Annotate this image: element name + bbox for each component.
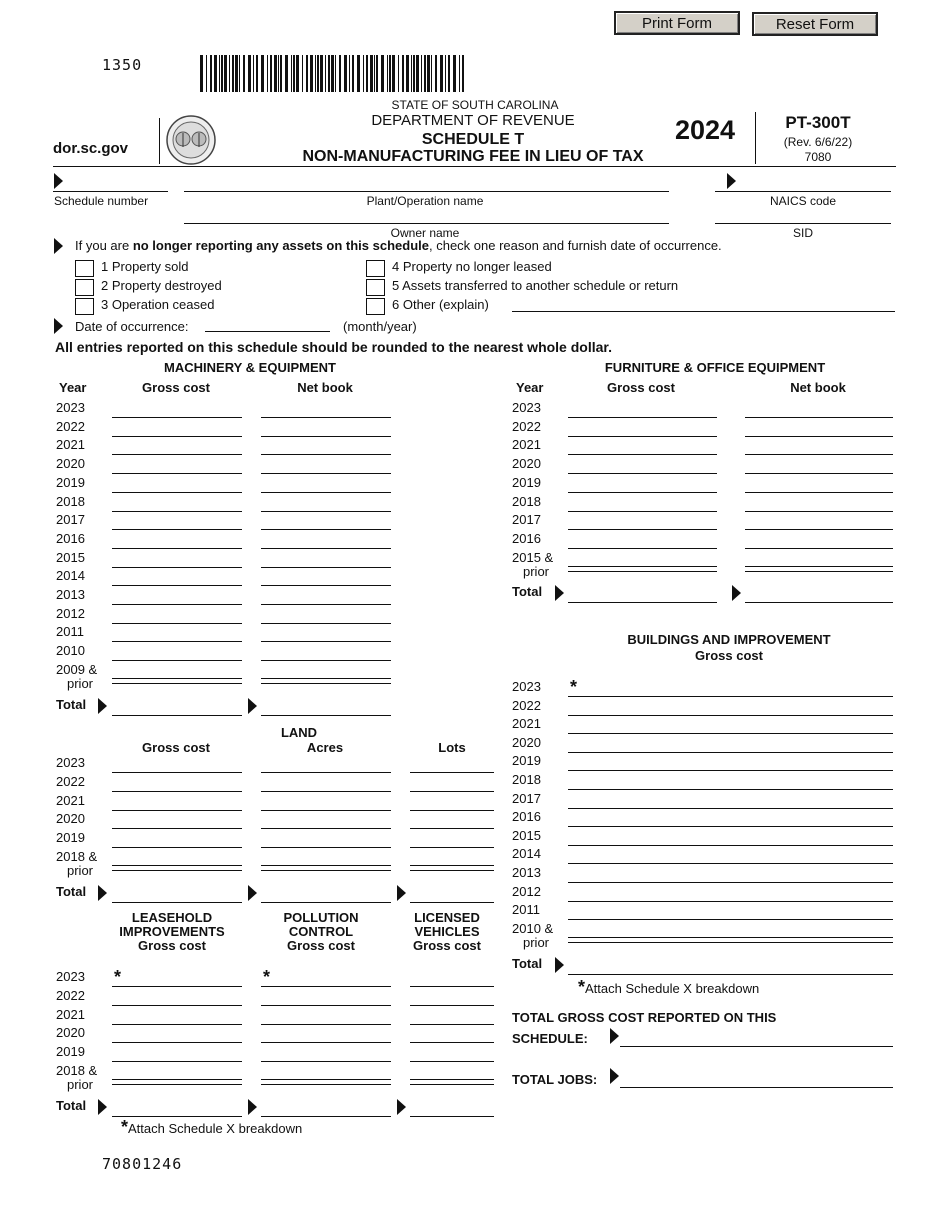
land-lots-input[interactable] — [410, 833, 494, 848]
total-gross-cost-label: TOTAL GROSS COST REPORTED ON THIS — [512, 1010, 777, 1025]
department-name: DEPARTMENT OF REVENUE — [371, 112, 575, 129]
year-label: 2018 — [512, 772, 541, 787]
year-label: 2022 — [56, 773, 85, 789]
furniture-gross-cost-input[interactable] — [568, 534, 717, 549]
total-label: Total — [512, 583, 543, 599]
total-jobs-label: TOTAL JOBS: — [512, 1072, 598, 1087]
year-label: 2019 — [512, 753, 541, 769]
year-label: 2015 — [512, 827, 541, 843]
other-pollution-input[interactable] — [261, 1047, 391, 1062]
year-label: 2022 — [512, 697, 541, 713]
prior-label: prior — [67, 863, 94, 878]
year-label: 2018 & — [56, 1063, 98, 1078]
double-rule — [261, 870, 391, 871]
plant-name-label: Plant/Operation name — [366, 194, 484, 208]
year-label: 2015 — [56, 549, 85, 565]
arrow-icon — [610, 1028, 619, 1044]
land-lots-input[interactable] — [410, 796, 494, 811]
machinery-gross-cost-input[interactable] — [112, 609, 242, 624]
buildings-gross-cost-input[interactable] — [568, 887, 893, 902]
gross-cost-header: Gross cost — [607, 380, 675, 395]
year-label: 2018 — [512, 493, 541, 509]
total-gross-cost-label-2: SCHEDULE: — [512, 1031, 588, 1046]
schedule-number-label: Schedule number — [54, 194, 149, 208]
land-acres-input[interactable] — [261, 814, 391, 829]
vehicles-header: LICENSED VEHICLES Gross cost — [413, 910, 481, 953]
other-explain-input[interactable] — [512, 297, 895, 312]
reason-option-label: 1 Property sold — [101, 259, 189, 274]
buildings-gross-cost-input[interactable] — [568, 794, 893, 809]
land-lots-prior-input[interactable] — [410, 851, 494, 866]
land-gross-cost-input[interactable] — [112, 758, 242, 773]
buildings-gross-cost-input[interactable] — [568, 756, 893, 771]
date-format-hint: (month/year) — [343, 319, 417, 334]
year-header: Year — [516, 380, 544, 395]
buildings-gross-cost-total-input[interactable] — [568, 960, 893, 975]
machinery-gross-cost-input[interactable] — [112, 590, 242, 605]
form-code: 7080 — [804, 150, 832, 164]
machinery-net-book-input[interactable] — [261, 627, 391, 642]
land-lots-total-input[interactable] — [410, 888, 494, 903]
double-rule — [112, 683, 242, 684]
furniture-gross-cost-input[interactable] — [568, 478, 717, 493]
arrow-icon — [248, 698, 257, 714]
year-label: 2013 — [56, 587, 85, 602]
land-gross-cost-input[interactable] — [112, 833, 242, 848]
form-code-top: 1350 — [102, 56, 143, 74]
year-label: 2021 — [56, 437, 85, 453]
other-leasehold-input[interactable] — [112, 1028, 242, 1043]
year-label: 2009 & — [56, 661, 98, 677]
reason-option-label: 3 Operation ceased — [101, 297, 215, 312]
header-rule — [53, 166, 896, 167]
reason-checkbox-3[interactable] — [75, 298, 94, 315]
land-acres-input[interactable] — [261, 758, 391, 773]
machinery-title: MACHINERY & EQUIPMENT — [164, 360, 336, 375]
furniture-gross-cost-input[interactable] — [568, 403, 717, 418]
double-rule — [261, 683, 391, 684]
other-vehicles-input[interactable] — [410, 972, 494, 987]
year-label: 2023 — [56, 400, 85, 415]
machinery-gross-cost-input[interactable] — [112, 627, 242, 642]
prior-label: prior — [523, 563, 550, 579]
year-label: 2020 — [56, 811, 85, 827]
other-pollution-input[interactable] — [261, 1010, 391, 1025]
double-rule — [112, 870, 242, 871]
reasons-intro: If you are no longer reporting any assets on this schedule, check one reason and furnish date of occurrence. — [75, 238, 722, 253]
machinery-net-book-input[interactable] — [261, 459, 391, 474]
reason-checkbox-4[interactable] — [366, 260, 385, 277]
sid-input[interactable] — [715, 209, 891, 224]
form-number: PT-300T — [785, 113, 851, 132]
furniture-gross-cost-total-input[interactable] — [568, 588, 717, 603]
furniture-net-book-input[interactable] — [745, 422, 893, 437]
year-label: 2023 — [56, 755, 85, 770]
acres-header: Acres — [306, 740, 344, 755]
year-label: 2016 — [56, 530, 85, 546]
land-acres-prior-input[interactable] — [261, 851, 391, 866]
date-of-occurrence-input[interactable] — [205, 317, 330, 332]
net-book-header: Net book — [790, 380, 846, 395]
buildings-gross-cost-input[interactable] — [568, 868, 893, 883]
arrow-icon — [98, 1099, 107, 1115]
reason-option-label: 6 Other (explain) — [392, 297, 489, 312]
double-rule — [112, 1084, 242, 1085]
attach-note: *Attach Schedule X breakdown — [121, 1117, 303, 1137]
buildings-gross-cost-input[interactable] — [568, 738, 893, 753]
form-title: NON-MANUFACTURING FEE IN LIEU OF TAX — [302, 148, 644, 165]
net-book-header: Net book — [297, 380, 353, 395]
year-label: 2012 — [512, 883, 541, 899]
furniture-net-book-input[interactable] — [745, 478, 893, 493]
furniture-title: FURNITURE & OFFICE EQUIPMENT — [604, 360, 826, 375]
total-gross-cost-input[interactable] — [620, 1032, 893, 1047]
other-pollution-total-input[interactable] — [261, 1102, 391, 1117]
buildings-title: BUILDINGS AND IMPROVEMENT — [627, 632, 831, 647]
attach-note: *Attach Schedule X breakdown — [578, 977, 760, 997]
double-rule — [410, 1084, 494, 1085]
furniture-gross-cost-prior-input[interactable] — [568, 552, 717, 567]
year-label: 2011 — [56, 624, 84, 640]
reason-checkbox-2[interactable] — [75, 279, 94, 296]
total-jobs-input[interactable] — [620, 1073, 893, 1088]
year-label: 2022 — [56, 418, 85, 434]
year-label: 2010 — [56, 643, 85, 659]
other-pollution-input[interactable] — [261, 972, 391, 987]
arrow-icon — [397, 1099, 406, 1115]
machinery-net-book-input[interactable] — [261, 590, 391, 605]
year-label: 2021 — [512, 437, 541, 453]
naics-code-label: NAICS code — [769, 194, 837, 208]
machinery-net-book-input[interactable] — [261, 478, 391, 493]
land-acres-total-input[interactable] — [261, 888, 391, 903]
other-vehicles-input[interactable] — [410, 1047, 494, 1062]
other-vehicles-total-input[interactable] — [410, 1102, 494, 1117]
other-vehicles-input[interactable] — [410, 1028, 494, 1043]
reset-form-button[interactable]: Reset Form — [752, 12, 878, 36]
buildings-gross-cost-input[interactable] — [568, 905, 893, 920]
rounding-note: All entries reported on this schedule should be rounded to the nearest whole dollar. — [55, 339, 612, 355]
land-lots-input[interactable] — [410, 814, 494, 829]
year-label: 2017 — [512, 790, 541, 806]
arrow-icon — [98, 698, 107, 714]
other-vehicles-input[interactable] — [410, 991, 494, 1006]
furniture-net-book-prior-input[interactable] — [745, 552, 893, 567]
state-name: STATE OF SOUTH CAROLINA — [391, 98, 559, 112]
arrow-icon — [54, 238, 63, 254]
reason-option-label: 5 Assets transferred to another schedule or return — [392, 278, 679, 293]
print-form-button[interactable]: Print Form — [614, 11, 740, 35]
reason-option-label: 4 Property no longer leased — [392, 259, 552, 274]
year-label: 2019 — [56, 830, 85, 846]
asterisk: * — [114, 967, 122, 987]
machinery-net-book-input[interactable] — [261, 497, 391, 512]
arrow-icon — [555, 957, 564, 973]
reason-option-label: 2 Property destroyed — [101, 278, 222, 293]
machinery-net-book-input[interactable] — [261, 534, 391, 549]
double-rule — [568, 942, 893, 943]
land-gross-cost-input[interactable] — [112, 796, 242, 811]
machinery-gross-cost-input[interactable] — [112, 422, 242, 437]
revision-date: (Rev. 6/6/22) — [783, 135, 853, 149]
barcode — [200, 55, 466, 92]
machinery-net-book-input[interactable] — [261, 609, 391, 624]
buildings-gross-cost-input[interactable] — [568, 719, 893, 734]
furniture-net-book-input[interactable] — [745, 534, 893, 549]
buildings-gross-cost-input[interactable] — [568, 701, 893, 716]
other-leasehold-input[interactable] — [112, 972, 242, 987]
other-pollution-prior-input[interactable] — [261, 1065, 391, 1080]
year-label: 2014 — [512, 846, 541, 862]
furniture-net-book-input[interactable] — [745, 403, 893, 418]
year-label: 2014 — [56, 568, 85, 584]
land-acres-input[interactable] — [261, 777, 391, 792]
total-label: Total — [56, 696, 87, 712]
arrow-icon — [732, 585, 741, 601]
machinery-net-book-prior-input[interactable] — [261, 664, 391, 679]
machinery-net-book-input[interactable] — [261, 515, 391, 530]
divider — [755, 112, 756, 164]
reason-checkbox-5[interactable] — [366, 279, 385, 296]
buildings-gross-cost-input[interactable] — [568, 682, 893, 697]
furniture-gross-cost-input[interactable] — [568, 422, 717, 437]
year-label: 2022 — [512, 418, 541, 434]
year-label: 2016 — [512, 530, 541, 546]
leasehold-header: LEASEHOLD IMPROVEMENTS Gross cost — [119, 910, 225, 953]
year-header: Year — [59, 380, 87, 395]
asterisk: * — [263, 967, 271, 987]
furniture-net-book-input[interactable] — [745, 440, 893, 455]
gross-cost-header: Gross cost — [142, 380, 210, 395]
total-label: Total — [56, 884, 87, 899]
year-label: 2016 — [512, 809, 541, 825]
year-label: 2018 & — [56, 849, 98, 864]
state-seal — [166, 115, 216, 165]
year-label: 2018 — [56, 493, 85, 509]
arrow-icon — [54, 318, 63, 334]
buildings-gross-cost-prior-input[interactable] — [568, 923, 893, 938]
machinery-gross-cost-input[interactable] — [112, 534, 242, 549]
double-rule — [410, 870, 494, 871]
other-leasehold-total-input[interactable] — [112, 1102, 242, 1117]
year-label: 2023 — [56, 969, 85, 984]
land-title: LAND — [280, 725, 318, 740]
year-label: 2023 — [512, 400, 541, 415]
date-of-occurrence-label: Date of occurrence: — [75, 319, 189, 334]
furniture-net-book-input[interactable] — [745, 459, 893, 474]
prior-label: prior — [67, 675, 94, 691]
land-gross-cost-input[interactable] — [112, 814, 242, 829]
year-label: 2010 & — [512, 920, 554, 936]
machinery-gross-cost-input[interactable] — [112, 459, 242, 474]
year-label: 2013 — [512, 865, 541, 880]
sid-label: SID — [792, 226, 814, 240]
plant-name-input[interactable] — [184, 177, 669, 192]
land-acres-input[interactable] — [261, 796, 391, 811]
year-label: 2020 — [512, 456, 541, 472]
land-lots-input[interactable] — [410, 777, 494, 792]
double-rule — [568, 571, 717, 572]
machinery-net-book-input[interactable] — [261, 553, 391, 568]
machinery-net-book-input[interactable] — [261, 646, 391, 661]
furniture-net-book-input[interactable] — [745, 515, 893, 530]
machinery-gross-cost-input[interactable] — [112, 440, 242, 455]
other-leasehold-prior-input[interactable] — [112, 1065, 242, 1080]
divider — [159, 118, 160, 164]
buildings-gross-cost-input[interactable] — [568, 812, 893, 827]
year-label: 2015 & — [512, 549, 554, 565]
machinery-gross-cost-input[interactable] — [112, 403, 242, 418]
land-lots-input[interactable] — [410, 758, 494, 773]
machinery-gross-cost-input[interactable] — [112, 515, 242, 530]
schedule-number-input[interactable] — [53, 177, 168, 192]
total-label: Total — [512, 955, 543, 971]
other-vehicles-input[interactable] — [410, 1010, 494, 1025]
land-gross-cost-input[interactable] — [112, 777, 242, 792]
arrow-icon — [248, 1099, 257, 1115]
gross-cost-header: Gross cost — [142, 740, 210, 755]
owner-name-label: Owner name — [390, 226, 460, 240]
land-gross-cost-prior-input[interactable] — [112, 851, 242, 866]
year-label: 2012 — [56, 605, 85, 621]
naics-code-input[interactable] — [715, 177, 891, 192]
year-label: 2023 — [512, 679, 541, 694]
arrow-icon — [98, 885, 107, 901]
year-label: 2021 — [512, 716, 541, 732]
land-acres-input[interactable] — [261, 833, 391, 848]
other-leasehold-input[interactable] — [112, 991, 242, 1006]
website: dor.sc.gov — [53, 140, 129, 157]
double-rule — [745, 571, 893, 572]
machinery-gross-cost-prior-input[interactable] — [112, 664, 242, 679]
machinery-gross-cost-total-input[interactable] — [112, 701, 242, 716]
prior-label: prior — [67, 1077, 94, 1092]
year-label: 2020 — [56, 1025, 85, 1041]
other-leasehold-input[interactable] — [112, 1010, 242, 1025]
machinery-net-book-input[interactable] — [261, 422, 391, 437]
furniture-gross-cost-input[interactable] — [568, 459, 717, 474]
machinery-gross-cost-input[interactable] — [112, 553, 242, 568]
arrow-icon — [397, 885, 406, 901]
gross-cost-header: Gross cost — [695, 648, 763, 663]
machinery-gross-cost-input[interactable] — [112, 497, 242, 512]
reason-checkbox-1[interactable] — [75, 260, 94, 277]
schedule-title: SCHEDULE T — [421, 131, 525, 148]
land-gross-cost-total-input[interactable] — [112, 888, 242, 903]
year-label: 2021 — [56, 1006, 85, 1022]
arrow-icon — [555, 585, 564, 601]
year-label: 2022 — [56, 987, 85, 1003]
reason-checkbox-6[interactable] — [366, 298, 385, 315]
owner-name-input[interactable] — [184, 209, 669, 224]
year-label: 2019 — [56, 474, 85, 490]
machinery-net-book-input[interactable] — [261, 571, 391, 586]
prior-label: prior — [523, 934, 550, 950]
buildings-gross-cost-input[interactable] — [568, 831, 893, 846]
machinery-net-book-total-input[interactable] — [261, 701, 391, 716]
pollution-header: POLLUTION CONTROL Gross cost — [283, 910, 359, 953]
furniture-gross-cost-input[interactable] — [568, 497, 717, 512]
lots-header: Lots — [438, 740, 466, 755]
furniture-gross-cost-input[interactable] — [568, 515, 717, 530]
year-label: 2017 — [512, 512, 541, 528]
machinery-gross-cost-input[interactable] — [112, 646, 242, 661]
machinery-gross-cost-input[interactable] — [112, 478, 242, 493]
arrow-icon — [248, 885, 257, 901]
total-label: Total — [56, 1098, 87, 1113]
year-label: 2021 — [56, 792, 85, 808]
year-label: 2019 — [512, 474, 541, 490]
year-label: 2011 — [512, 902, 540, 918]
other-vehicles-prior-input[interactable] — [410, 1065, 494, 1080]
year-label: 2019 — [56, 1044, 85, 1060]
other-pollution-input[interactable] — [261, 991, 391, 1006]
other-leasehold-input[interactable] — [112, 1047, 242, 1062]
buildings-gross-cost-input[interactable] — [568, 775, 893, 790]
double-rule — [261, 1084, 391, 1085]
year-label: 2020 — [56, 456, 85, 472]
year-label: 2020 — [512, 734, 541, 750]
asterisk: * — [570, 677, 578, 697]
footer-code: 70801246 — [102, 1155, 183, 1173]
furniture-net-book-input[interactable] — [745, 497, 893, 512]
arrow-icon — [610, 1068, 619, 1084]
machinery-net-book-input[interactable] — [261, 440, 391, 455]
machinery-gross-cost-input[interactable] — [112, 571, 242, 586]
furniture-net-book-total-input[interactable] — [745, 588, 893, 603]
buildings-gross-cost-input[interactable] — [568, 849, 893, 864]
machinery-net-book-input[interactable] — [261, 403, 391, 418]
year-label: 2017 — [56, 512, 85, 528]
furniture-gross-cost-input[interactable] — [568, 440, 717, 455]
tax-year: 2024 — [675, 115, 736, 145]
other-pollution-input[interactable] — [261, 1028, 391, 1043]
